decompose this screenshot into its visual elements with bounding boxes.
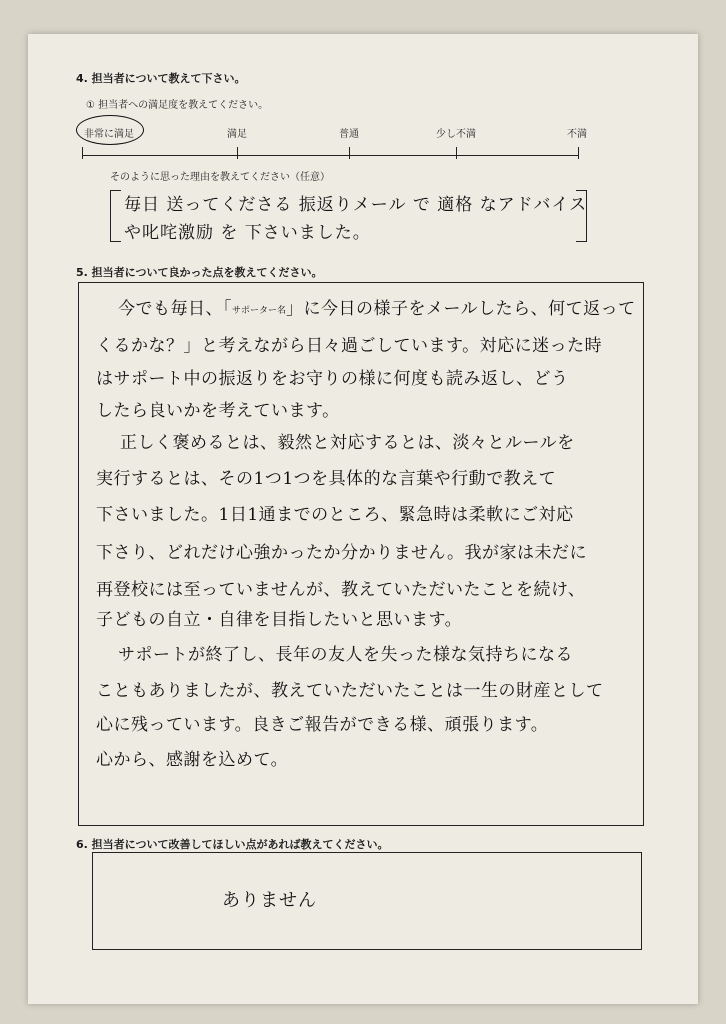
scale-tick (578, 147, 579, 159)
q4-satisfaction-label: ① 担当者への満足度を教えてください。 (86, 100, 269, 111)
q5-line-2: くるかな？」と考えながら日々過ごしています。対応に迷った時 (96, 336, 603, 356)
q5-line-1-text-b: 」に今日の様子をメールしたら、何て返って (286, 299, 636, 319)
q5-line-1-text-a: 今でも毎日、「 (118, 299, 232, 319)
q5-line-10: 子どもの自立・自律を目指したいと思います。 (96, 610, 463, 630)
scale-label-very-satisfied[interactable]: 非常に満足 (84, 129, 134, 140)
reason-line-1: 毎日 送ってくださる 振返りメール で 適格 なアドバイス (124, 195, 588, 215)
q5-line-11: サポートが終了し、長年の友人を失った様な気持ちになる (118, 645, 573, 665)
satisfaction-scale-line (82, 155, 579, 156)
q5-line-13: 心に残っています。良きご報告ができる様、頑張ります。 (96, 715, 549, 735)
supporter-name-stamp: サポーター名 (232, 306, 287, 316)
q5-line-12: こともありましたが、教えていただいたことは一生の財産として (96, 681, 604, 701)
reason-line-2: や叱咤激励 を 下さいました。 (124, 223, 371, 243)
q5-line-1 (118, 294, 636, 319)
q6-answer: ありません (222, 890, 317, 911)
reason-bracket-left (110, 190, 121, 242)
scale-label-slightly-dissatisfied[interactable]: 少し不満 (436, 129, 476, 140)
scale-tick (82, 147, 83, 159)
q5-line-3: はサポート中の振返りをお守りの様に何度も読み返し、どう (96, 369, 569, 389)
q6-heading: 6. 担当者について改善してほしい点があれば教えてください。 (76, 838, 389, 851)
q5-line-4: したら良いかを考えています。 (96, 401, 340, 421)
q5-line-7: 下さいました。1日1通までのところ、緊急時は柔軟にご対応 (96, 505, 574, 525)
scale-label-neutral[interactable]: 普通 (339, 129, 359, 140)
scale-label-dissatisfied[interactable]: 不満 (567, 129, 587, 140)
q5-heading: 5. 担当者について良かった点を教えてください。 (76, 266, 323, 279)
scale-tick (237, 147, 238, 159)
scale-label-satisfied[interactable]: 満足 (227, 129, 247, 140)
scale-tick (456, 147, 457, 159)
q6-answer-box (92, 852, 642, 950)
q5-line-5: 正しく褒めるとは、毅然と対応するとは、淡々とルールを (120, 433, 575, 453)
reason-label: そのように思った理由を教えてください（任意） (110, 172, 330, 183)
q5-line-8: 下さり、どれだけ心強かったか分かりません。我が家は未だに (96, 543, 588, 563)
q5-line-14: 心から、感謝を込めて。 (96, 750, 289, 770)
q5-line-9: 再登校には至っていませんが、教えていただいたことを続け、 (96, 580, 586, 600)
q4-heading: 4. 担当者について教えて下さい。 (76, 72, 246, 85)
q5-line-6: 実行するとは、その1つ1つを具体的な言葉や行動で教えて (96, 469, 557, 489)
scale-tick (349, 147, 350, 159)
